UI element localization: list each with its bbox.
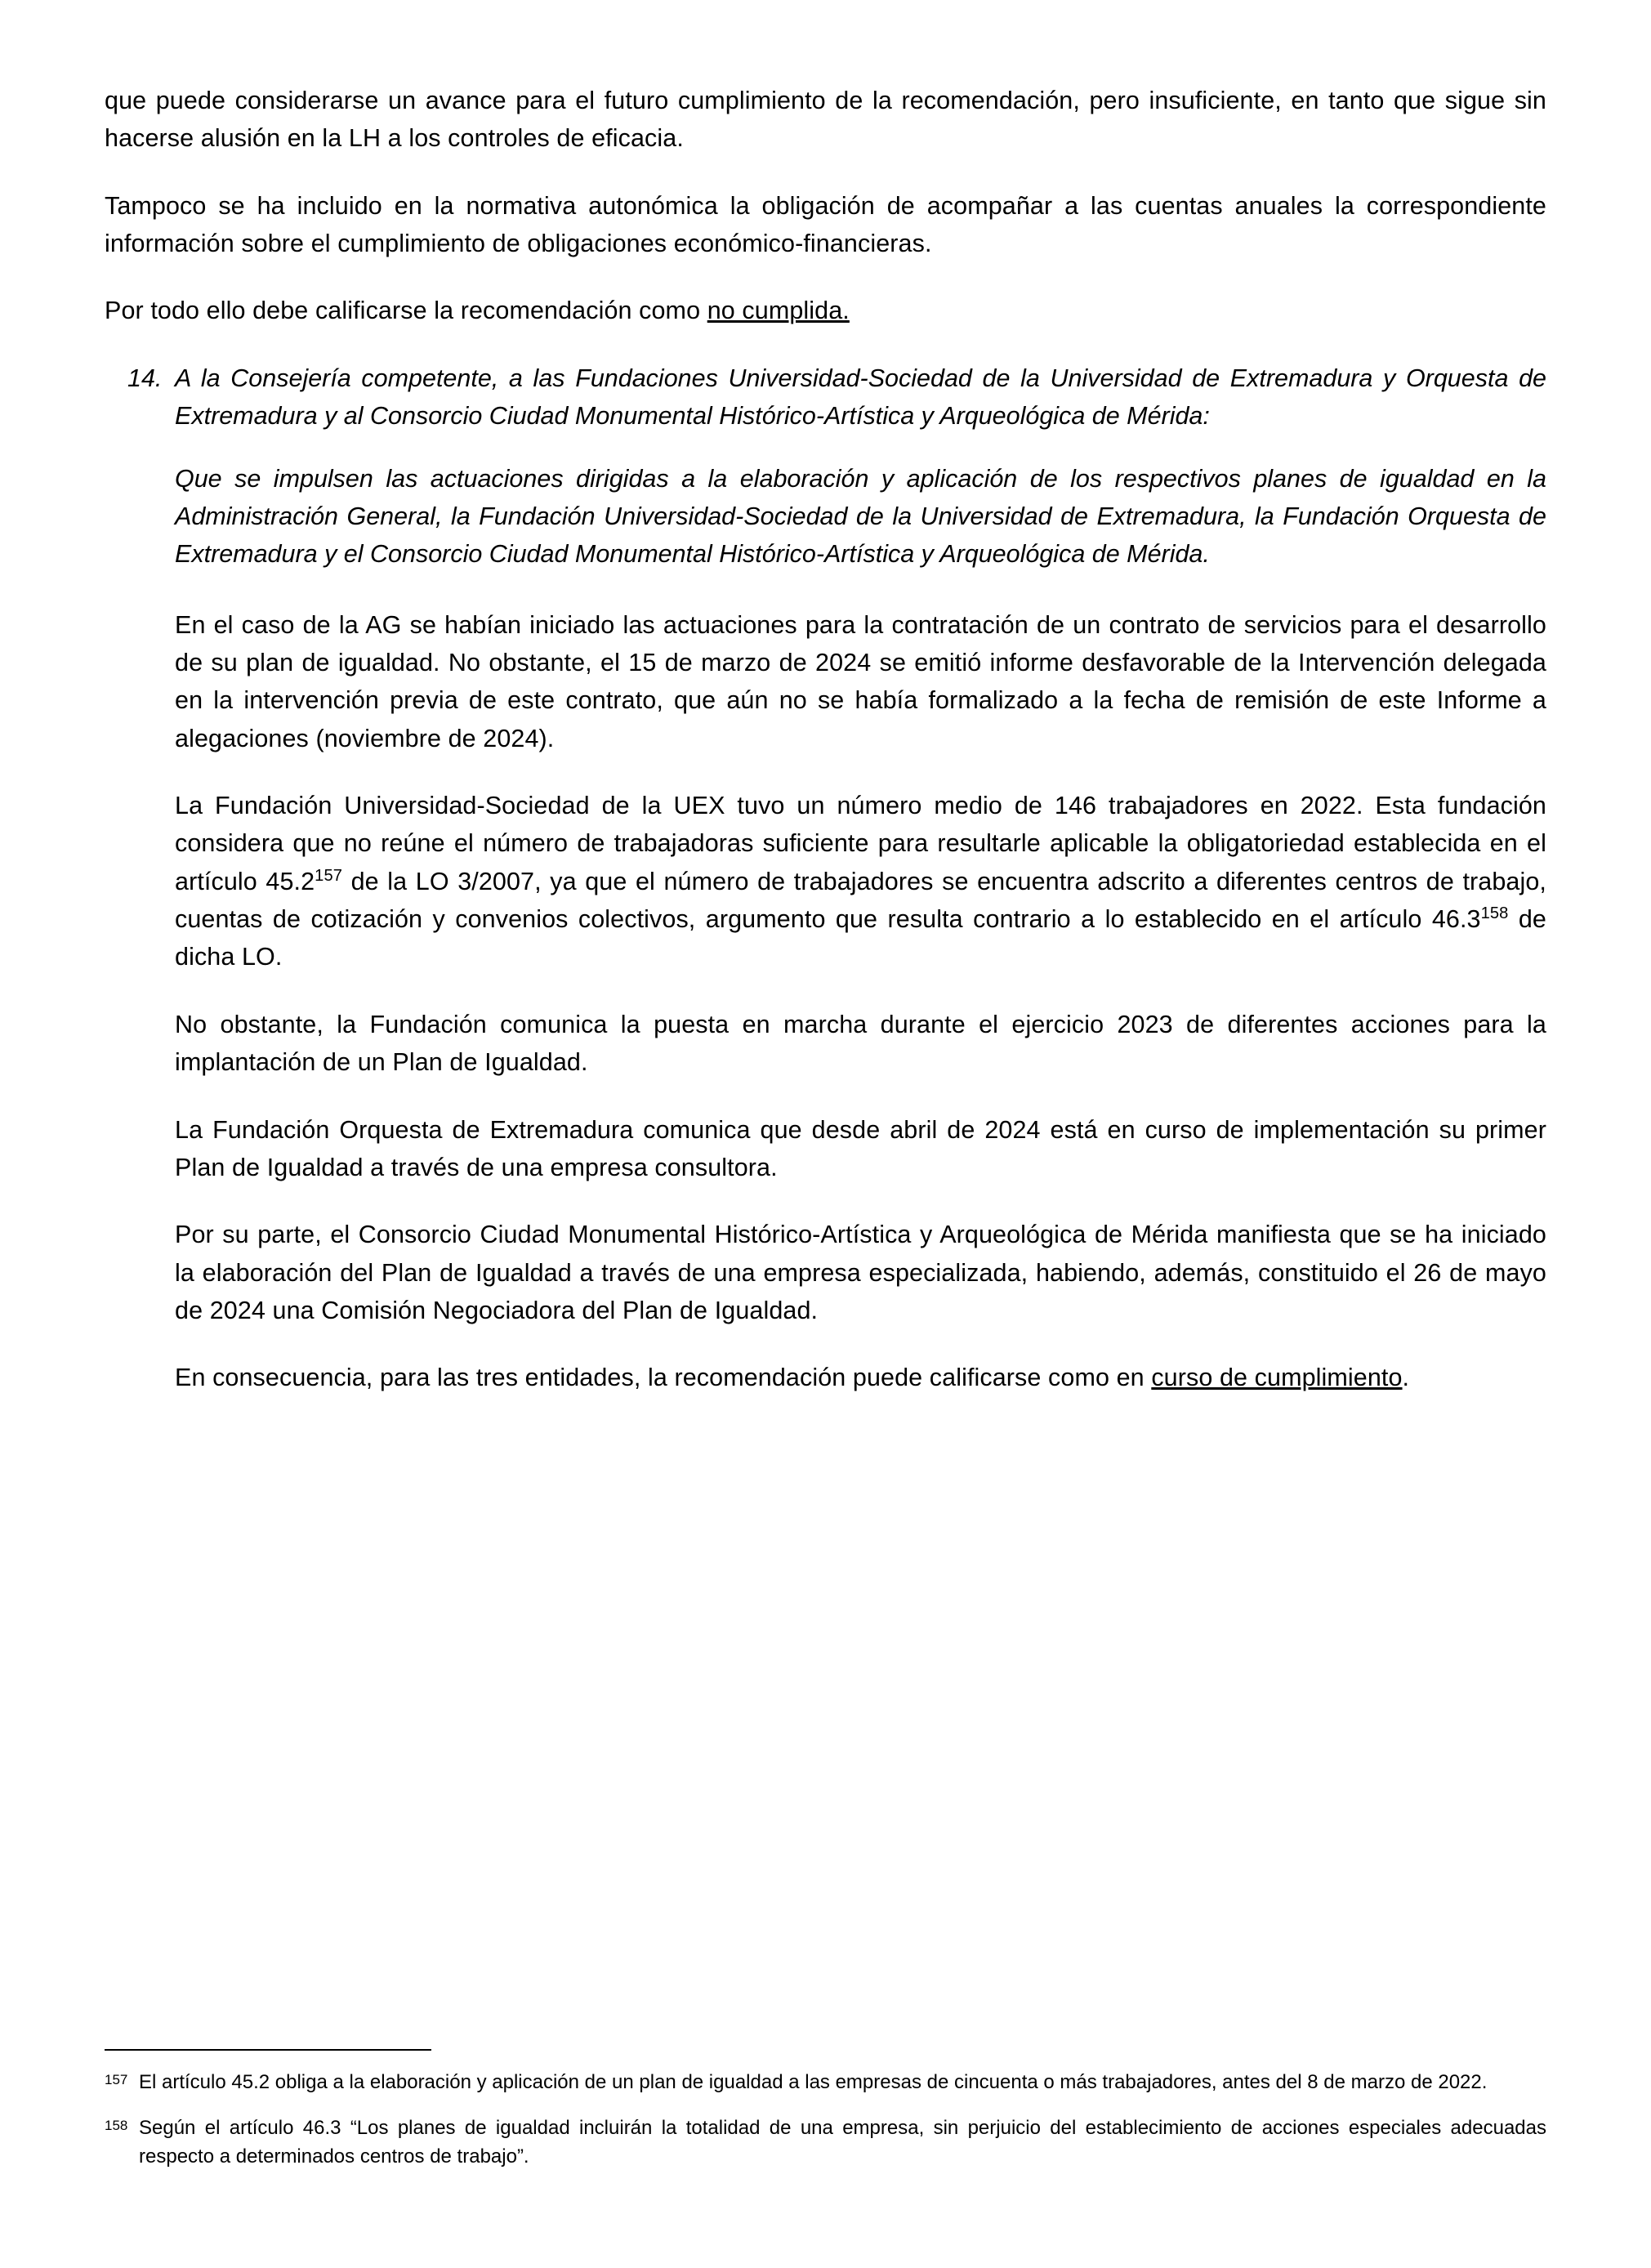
paragraph-4: En el caso de la AG se habían iniciado las actuaciones para la contratación de un contrato de servicios para el desarrollo de su plan de igualdad. No obstante, el 15 de marzo de 2024 se emitió informe desfavorable de la Intervención delegada en la intervención previa de este contrato, que aún no se había formalizado a la fecha de remisión de este Informe a alegaciones (noviembre de 2024).	[175, 610, 1546, 752]
footnote-ref-157[interactable]: 157	[315, 866, 343, 885]
paragraph-9-suffix: .	[1402, 1364, 1410, 1392]
paragraph-7: La Fundación Orquesta de Extremadura comunica que desde abril de 2024 está en curso de implementación su primer Plan de Igualdad a través de una empresa consultora.	[175, 1115, 1546, 1181]
numbered-item-14	[105, 359, 1546, 435]
footnote-157-text: El artículo 45.2 obliga a la elaboración y aplicación de un plan de igualdad a las empresas de cincuenta o más trabajadores, antes del 8 de marzo de 2022.	[139, 2070, 1488, 2093]
paragraph-2: Tampoco se ha incluido en la normativa autonómica la obligación de acompañar a las cuentas anuales la correspondiente información sobre el cumplimiento de obligaciones económico-financieras.	[105, 191, 1546, 258]
paragraph-5-part1: La Fundación Universidad-Sociedad de la UEX tuvo un número medio de 146 trabajadores en 2022. Esta fundación considera que no reúne el número de trabajadoras suficiente para resultarle aplicable la obligatoriedad establecida en el artículo 45.2	[175, 792, 1546, 895]
footnote-158-number: 158	[105, 2118, 128, 2134]
footnote-157-number: 157	[105, 2071, 128, 2087]
paragraph-9-underlined: curso de cumplimiento	[1151, 1364, 1403, 1392]
paragraph-5-part2: de la LO 3/2007, ya que el número de trabajadores se encuentra adscrito a diferentes centros de trabajo, cuentas de cotización y convenios colectivos, argumento que resulta contrario a lo establecido en el artículo 46.3	[175, 867, 1546, 934]
footnote-157	[105, 2069, 1546, 2097]
paragraph-8: Por su parte, el Consorcio Ciudad Monumental Histórico-Artística y Arqueológica de Mérida manifiesta que se ha iniciado la elaboración del Plan de Igualdad a través de una empresa especializada, habiendo, además, constituido el 26 de mayo de 2024 una Comisión Negociadora del Plan de Igualdad.	[175, 1221, 1546, 1324]
paragraph-3	[105, 292, 1546, 329]
paragraph-9	[175, 1359, 1546, 1396]
numbered-item-text: A la Consejería competente, a las Fundaciones Universidad-Sociedad de la Universidad de Extremadura y Orquesta de Extremadura y al Consorcio Ciudad Monumental Histórico-Artística y Arqueológica de Mérida:	[175, 364, 1546, 431]
footnote-158	[105, 2114, 1546, 2172]
recommendation-text: Que se impulsen las actuaciones dirigidas a la elaboración y aplicación de los respectivos planes de igualdad en la Administración General, la Fundación Universidad-Sociedad de la Universidad de Extremadura, la Fundación Orquesta de Extremadura y el Consorcio Ciudad Monumental Histórico-Artística y Arqueológica de Mérida.	[175, 464, 1546, 569]
footnote-area	[105, 2049, 1546, 2190]
footnote-separator	[105, 2049, 431, 2051]
footnote-158-text: Según el artículo 46.3 “Los planes de igualdad incluirán la totalidad de una empresa, sin perjuicio del establecimiento de acciones especiales adecuadas respecto a determinados centros de trabajo”.	[139, 2117, 1546, 2168]
paragraph-5	[175, 787, 1546, 976]
body-section	[175, 606, 1546, 1397]
paragraph-3-prefix: Por todo ello debe calificarse la recomendación como	[105, 297, 707, 325]
numbered-item-number: 14.	[127, 364, 163, 392]
paragraph-5-part3: de dicha LO.	[175, 905, 1546, 971]
footnote-ref-158[interactable]: 158	[1480, 904, 1509, 922]
paragraph-1: que puede considerarse un avance para el futuro cumplimiento de la recomendación, pero insuficiente, en tanto que sigue sin hacerse alusión en la LH a los controles de eficacia.	[105, 87, 1546, 153]
paragraph-9-prefix: En consecuencia, para las tres entidades, la recomendación puede calificarse como en	[175, 1364, 1152, 1392]
paragraph-6: No obstante, la Fundación comunica la puesta en marcha durante el ejercicio 2023 de diferentes acciones para la implantación de un Plan de Igualdad.	[175, 1010, 1546, 1077]
paragraph-3-underlined: no cumplida.	[707, 297, 850, 325]
